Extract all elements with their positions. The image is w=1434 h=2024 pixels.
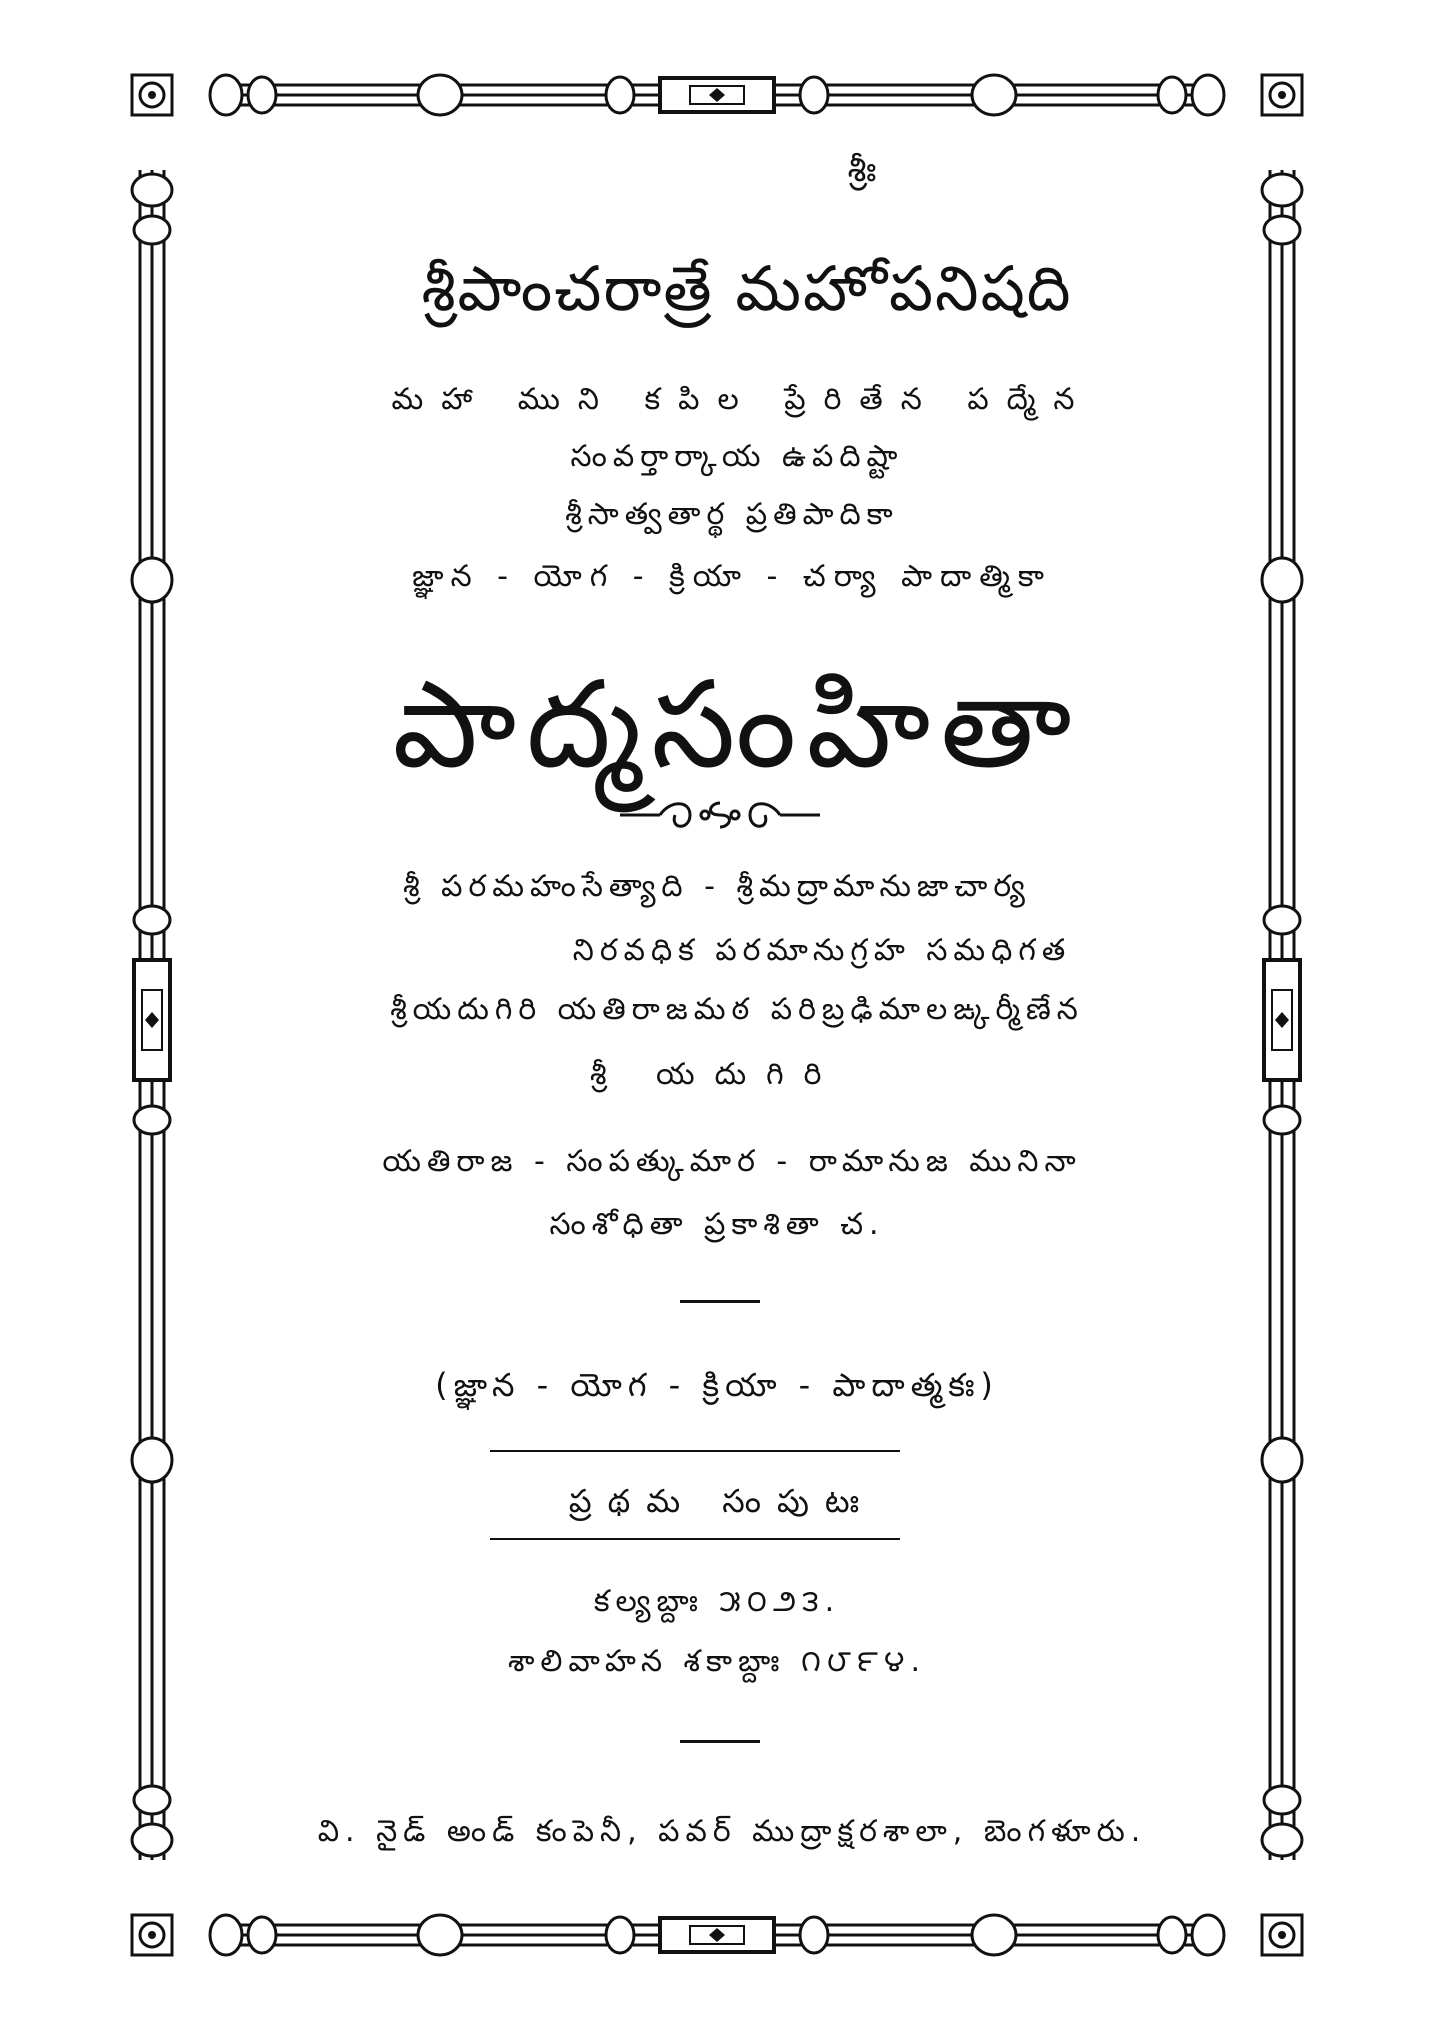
subtitle-line-2: సంవర్తార్కాయ ఉపదిష్టా (570, 439, 904, 474)
subtitle-line-3: శ్రీసాత్వతార్థ ప్రతిపాదికా (565, 497, 899, 532)
volume-label: ప్రథమ సంపుటః (568, 1482, 876, 1520)
publisher: వి. నైడ్ అండ్ కంపెనీ, పవర్ ముద్రాక్షరశాలా, బెంగళూరు. (317, 1814, 1147, 1849)
subtitle-line-1: మహా ముని కపిల ప్రేరితేన పద్మేన (391, 382, 1093, 417)
subtitle-line-4: జ్ఞాన - యోగ - క్రియా - చర్యా పాదాత్మికా (412, 559, 1052, 594)
editor-line-4: శ్రీ యదుగిరి (590, 1057, 842, 1092)
main-title: పాద్మసంహితా (392, 656, 1082, 795)
editor-line-5: యతిరాజ - సంపత్కుమార - రామానుజ మునినా (382, 1144, 1082, 1179)
series-title: శ్రీపాంచరాత్రే మహోపనిషది (421, 252, 1073, 325)
editor-line-3: శ్రీయదుగిరి యతిరాజమఠ పరిబ్రఢిమాలఙ్కర్మీణేన (390, 992, 1084, 1027)
shaka-year: శాలివాహన శకాబ్దాః ౧౮౯౪. (507, 1644, 927, 1679)
parts-note: (జ్ఞాన - యోగ - క్రియా - పాదాత్మకః) (435, 1366, 999, 1404)
kali-year: కల్యబ్దాః ౫౦౨౩. (593, 1584, 841, 1619)
editor-line-1: శ్రీ పరమహంసేత్యాది - శ్రీమద్రామానుజాచార్య (403, 869, 1031, 904)
volume-rule-top (490, 1450, 900, 1452)
divider-rule-2 (680, 1740, 760, 1743)
invocation: శ్రీః (847, 150, 877, 190)
divider-rule-1 (680, 1300, 760, 1303)
volume-rule-bottom (490, 1538, 900, 1540)
editor-line-6: సంశోధితా ప్రకాశితా చ. (549, 1207, 885, 1242)
flourish-divider (620, 795, 820, 835)
editor-line-2: నిరవధిక పరమానుగ్రహ సమధిగత (572, 933, 1072, 968)
